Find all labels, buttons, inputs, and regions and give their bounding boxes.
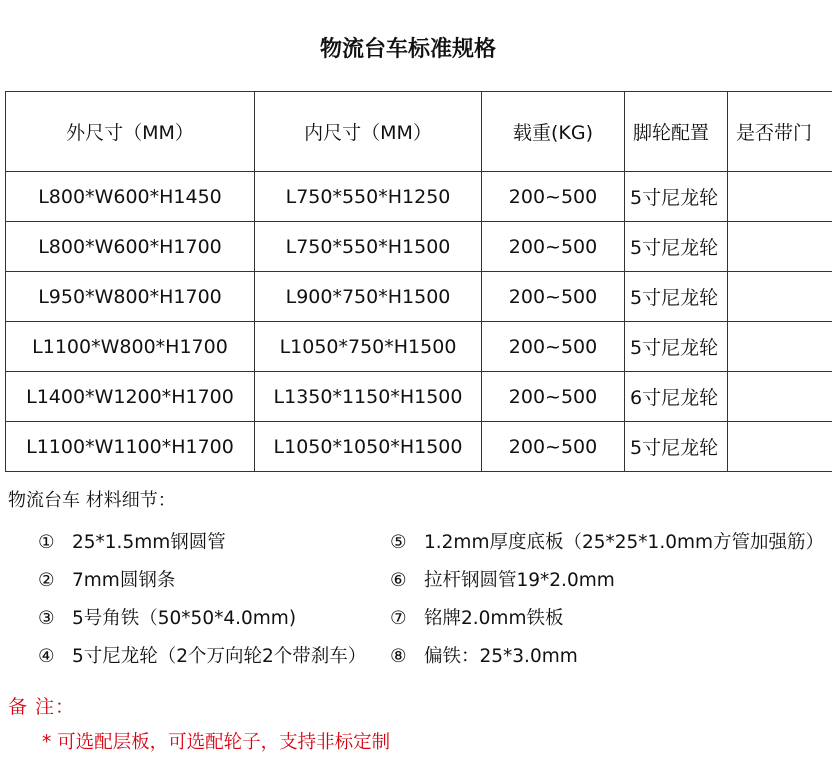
item-text: 拉杆钢圆管19*2.0mm	[424, 570, 615, 591]
item-number: ④	[38, 646, 55, 667]
list-item	[38, 604, 296, 630]
cell-caster: 5寸尼龙轮	[625, 172, 728, 222]
table-header-row	[6, 92, 832, 172]
cell-caster: 5寸尼龙轮	[625, 272, 728, 322]
cell-door	[728, 172, 832, 222]
cell-inner-size: L750*550*H1500	[255, 222, 482, 272]
cell-inner-size: L750*550*H1250	[255, 172, 482, 222]
cell-load: 200~500	[482, 272, 625, 322]
list-item	[38, 642, 366, 668]
table-row	[6, 222, 832, 272]
list-item	[390, 604, 563, 630]
cell-outer-size: L950*W800*H1700	[6, 272, 255, 322]
item-number: ⑦	[390, 608, 407, 629]
list-item	[390, 566, 615, 592]
cell-load: 200~500	[482, 372, 625, 422]
note-text: * 可选配层板，可选配轮子，支持非标定制	[42, 732, 391, 753]
cell-door	[728, 272, 832, 322]
cell-load: 200~500	[482, 222, 625, 272]
header-caster: 脚轮配置	[625, 92, 728, 172]
cell-inner-size: L1050*750*H1500	[255, 322, 482, 372]
cell-outer-size: L1100*W1100*H1700	[6, 422, 255, 472]
item-number: ⑤	[390, 532, 407, 553]
cell-load: 200~500	[482, 172, 625, 222]
header-outer-size: 外尺寸（MM）	[6, 92, 255, 172]
table-row	[6, 272, 832, 322]
note-label: 备 注：	[8, 696, 76, 718]
cell-door	[728, 222, 832, 272]
materials-title: 物流台车 材料细节：	[8, 490, 176, 511]
header-load: 载重(KG)	[482, 92, 625, 172]
header-door: 是否带门	[728, 92, 832, 172]
cell-outer-size: L800*W600*H1700	[6, 222, 255, 272]
table-row	[6, 322, 832, 372]
cell-load: 200~500	[482, 322, 625, 372]
cell-inner-size: L1050*1050*H1500	[255, 422, 482, 472]
cell-outer-size: L800*W600*H1450	[6, 172, 255, 222]
cell-door	[728, 372, 832, 422]
table-row	[6, 372, 832, 422]
cell-door	[728, 322, 832, 372]
item-number: ③	[38, 608, 55, 629]
cell-caster: 5寸尼龙轮	[625, 322, 728, 372]
cell-door	[728, 422, 832, 472]
cell-inner-size: L1350*1150*H1500	[255, 372, 482, 422]
header-inner-size: 内尺寸（MM）	[255, 92, 482, 172]
item-text: 偏铁：25*3.0mm	[424, 646, 578, 667]
cell-caster: 5寸尼龙轮	[625, 422, 728, 472]
item-number: ⑧	[390, 646, 407, 667]
table-row	[6, 172, 832, 222]
item-text: 25*1.5mm钢圆管	[72, 532, 226, 553]
cell-outer-size: L1100*W800*H1700	[6, 322, 255, 372]
cell-outer-size: L1400*W1200*H1700	[6, 372, 255, 422]
item-text: 5号角铁（50*50*4.0mm)	[72, 608, 297, 629]
page-title: 物流台车标准规格	[319, 37, 496, 62]
list-item	[390, 528, 824, 554]
cell-inner-size: L900*750*H1500	[255, 272, 482, 322]
cell-load: 200~500	[482, 422, 625, 472]
item-number: ②	[38, 570, 55, 591]
list-item	[38, 566, 175, 592]
table-row	[6, 422, 832, 472]
cell-caster: 6寸尼龙轮	[625, 372, 728, 422]
item-text: 5寸尼龙轮（2个万向轮2个带刹车）	[72, 646, 367, 667]
list-item	[390, 642, 578, 668]
item-number: ①	[38, 532, 55, 553]
item-number: ⑥	[390, 570, 407, 591]
item-text: 1.2mm厚度底板（25*25*1.0mm方管加强筋）	[424, 532, 825, 553]
list-item	[38, 528, 226, 554]
item-text: 7mm圆钢条	[72, 570, 176, 591]
item-text: 铭牌2.0mm铁板	[424, 608, 564, 629]
cell-caster: 5寸尼龙轮	[625, 222, 728, 272]
spec-table	[5, 91, 832, 472]
